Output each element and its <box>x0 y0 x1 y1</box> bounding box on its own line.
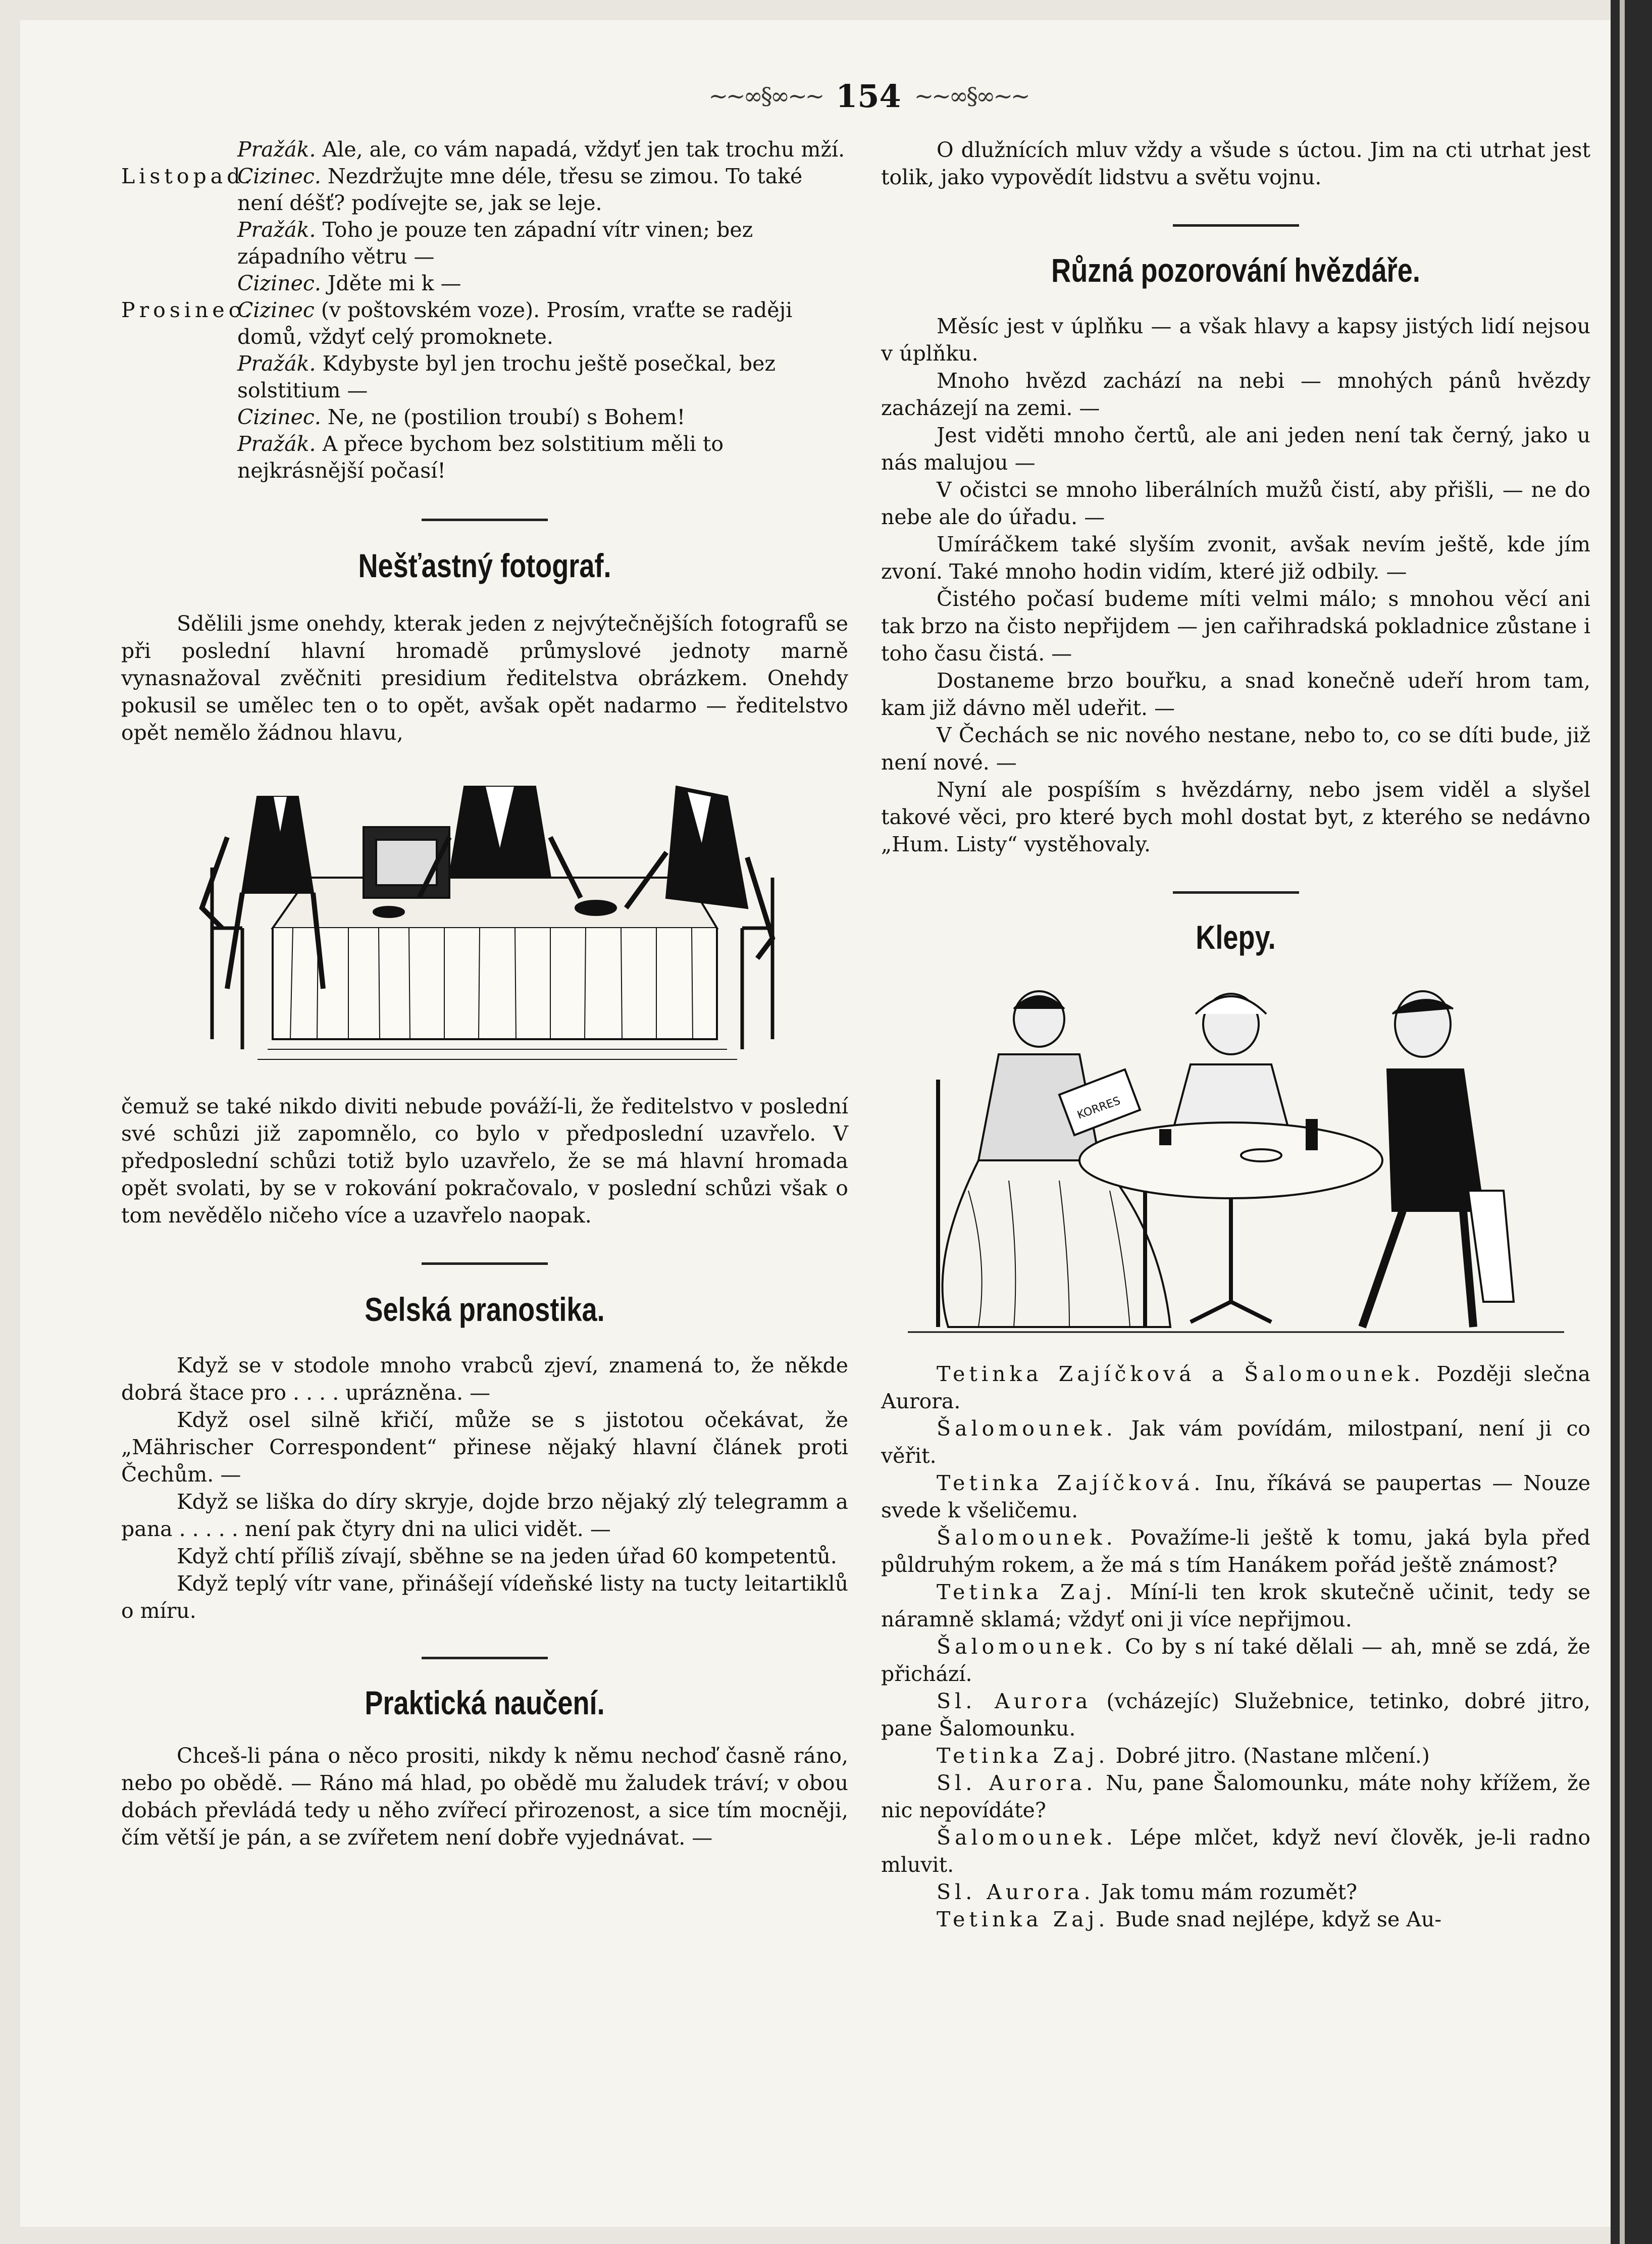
paragraph: čemuž se také nikdo diviti nebude pováží-li, že ředitelstvo v poslední své schůzi již zapomnělo, co bylo v předposlední uzavřelo. V předposlední schůzi totiž bylo uzavřelo, že se má hlavní hromada opět svolati, by se v rokování pokračovalo, v poslední schůzi však o tom nevědělo ničeho více a uzavřelo naopak. <box>121 1094 848 1228</box>
section-divider <box>422 519 548 521</box>
paragraph: O dlužnících mluv vždy a všude s úctou. Jim na cti utrhat jest tolik, jako vypovědít lidstvu a světu vojnu. <box>881 138 1590 189</box>
dialogue-line: Listopad.Cizinec. Nezdržujte mne déle, třesu se zimou. To také není déšť? podívejte se, jak se leje. <box>121 164 803 215</box>
section-title-peasant-forecast: Selská pranostika. <box>365 1291 605 1328</box>
paragraph: Když se v stodole mnoho vrabců zjeví, znamená to, že někde dobrá štace pro . . . . uprázněna. — <box>121 1353 848 1405</box>
forecast-list <box>121 1352 848 1624</box>
dialogue-line: Cizinec. Ne, ne (postilion troubí) s Bohem! <box>237 405 686 429</box>
section-divider <box>422 1262 548 1265</box>
gossip-dialogue <box>881 1360 1590 1933</box>
left-ornament-icon: ~~∞§∞~~ <box>708 82 823 110</box>
dialogue-line: Tetinka Zaj. Bude snad nejlépe, když se Au- <box>937 1907 1442 1931</box>
paragraph: V očistci se mnoho liberálních mužů čistí, aby přišli, — ne do nebe ale do úřadu. — <box>881 478 1590 529</box>
right-ornament-icon: ~~∞§∞~~ <box>914 82 1028 110</box>
section-title-practical-lessons: Praktická naučení. <box>365 1684 605 1721</box>
section-title-gossip: Klepy. <box>1196 919 1276 956</box>
page-number: 154 <box>836 77 901 115</box>
dialogue-line: Šalomounek. Co by s ní také dělali — ah, mně se zdá, že přichází. <box>881 1635 1590 1686</box>
headless-directors-engraving <box>182 777 788 1069</box>
dialogue-line: Pražák. Ale, ale, co vám napadá, vždyť jen tak trochu mží. <box>237 137 845 162</box>
paragraph: Když teplý vítr vane, přinášejí vídeňské listy na tucty leitartiklů o míru. <box>121 1571 848 1623</box>
paragraph: Čistého počasí budeme míti velmi málo; s mnohou věcí ani tak brzo na čisto nepřijdem — jen cařihradská pokladnice zůstane i toho času čistá. — <box>881 587 1590 666</box>
paragraph: Umíráčkem také slyším zvonit, avšak nevím ještě, kde jím zvoní. Také mnoho hodin vidím, které již odbily. — <box>881 532 1590 584</box>
paragraph: Když osel silně křičí, může se s jistotou očekávat, že „Mährischer Correspondent“ přinese nějaký hlavní článek proti Čechům. — <box>121 1408 848 1487</box>
dialogue-line: Šalomounek. Považíme-li ještě k tomu, jaká byla před půldruhým rokem, a že má s tím Hanákem pořád ještě známost? <box>881 1525 1590 1577</box>
scan-edge-strip <box>1620 0 1625 2244</box>
dialogue-weather <box>121 136 848 484</box>
dialogue-line: Prosinec.Cizinec (v poštovském voze). Prosím, vraťte se raději domů, vždyť celý promoknete. <box>121 298 793 349</box>
dialogue-line: Tetinka Zaj. Míní-li ten krok skutečně učinit, tedy se náramně sklamá; vždyť oni ji více nepřijmou. <box>881 1580 1590 1631</box>
paragraph: Dostaneme brzo bouřku, a snad konečně udeří hrom tam, kam již dávno měl udeřit. — <box>881 669 1590 720</box>
section-divider <box>1173 224 1299 227</box>
section-title-photographer: Nešťastný fotograf. <box>358 547 611 584</box>
section-title-astronomer: Různá pozorování hvězdáře. <box>1051 251 1420 289</box>
newspaper-label: KORRES <box>1075 1094 1122 1122</box>
dialogue-line: Pražák. A přece bychom bez solstitium měli to nejkrásnější počasí! <box>237 432 724 483</box>
gossip-engraving <box>908 979 1564 1337</box>
dialogue-line: Pražák. Kdybyste byl jen trochu ještě posečkal, bez solstitium — <box>237 351 776 402</box>
dialogue-line: Sl. Aurora (vcházejíc) Služebnice, tetinko, dobré jitro, pane Šalomounku. <box>881 1689 1590 1741</box>
paragraph: Sdělili jsme onehdy, kterak jeden z nejvýtečnějších fotografů se při poslední hlavní hromadě průmyslové jednoty marně vynasnažoval zvěčniti presidium ředitelstva obrázkem. Onehdy pokusil se umělec ten o to opět, avšak opět nadarmo — ředitelstvo opět nemělo žádnou hlavu, <box>121 611 848 745</box>
left-column <box>121 136 848 1851</box>
gossip-table-illustration <box>908 979 1564 1337</box>
headless-directors-illustration <box>182 777 788 1069</box>
dialogue-line: Šalomounek. Lépe mlčet, když neví člověk, je-li radno mluvit. <box>881 1825 1590 1877</box>
paragraph: Když se liška do díry skryje, dojde brzo nějaký zlý telegramm a pana . . . . . není pak čtyry dni na ulici vidět. — <box>121 1490 848 1541</box>
section-divider <box>422 1657 548 1659</box>
paragraph: Když chtí příliš zívají, sběhne se na jeden úřad 60 kompetentů. <box>177 1544 837 1568</box>
paragraph: Měsíc jest v úplňku — a však hlavy a kapsy jistých lidí nejsou v úplňku. <box>881 314 1590 366</box>
paragraph: Jest viděti mnoho čertů, ale ani jeden není tak černý, jako u nás malujou — <box>881 423 1590 475</box>
scan-right-edge <box>1611 0 1652 2244</box>
astronomer-observations <box>881 313 1590 858</box>
paragraph: Nyní ale pospíším s hvězdárny, nebo jsem viděl a slyšel takové věci, pro které bych mohl dostat byt, z kterého se nedávno „Hum. Listy“ vystěhovaly. <box>881 778 1590 856</box>
dialogue-line: Šalomounek. Jak vám povídám, milostpaní, není ji co věřit. <box>881 1416 1590 1468</box>
paragraph: V Čechách se nic nového nestane, nebo to, co se díti bude, již není nové. — <box>881 723 1590 775</box>
paragraph: Mnoho hvězd zachází na nebi — mnohých pánů hvězdy zacházejí na zemi. — <box>881 369 1590 420</box>
paragraph: Chceš-li pána o něco prositi, nikdy k němu nechoď časně ráno, nebo po obědě. — Ráno má hlad, po obědě mu žaludek tráví; v obou dobách převládá tedy u něho zvířecí přirozenost, a sice tím mocněji, čím větší je pán, a se zvířetem není dobře vyjednávat. — <box>121 1744 848 1850</box>
dialogue-line: Pražák. Toho je pouze ten západní vítr vinen; bez západního větru — <box>237 218 753 269</box>
dialogue-line: Tetinka Zaj. Dobré jitro. (Nastane mlčení.) <box>937 1744 1430 1768</box>
dialogue-line: Sl. Aurora. Nu, pane Šalomounku, máte nohy křížem, že nic nepovídáte? <box>881 1771 1590 1822</box>
page-header <box>651 73 1086 119</box>
dialogue-line: Sl. Aurora. Jak tomu mám rozumět? <box>937 1880 1358 1904</box>
dialogue-line: Cizinec. Jděte mi k — <box>237 271 461 295</box>
right-column <box>881 136 1590 1933</box>
section-divider <box>1173 891 1299 894</box>
dialogue-line: Tetinka Zajíčková. Inu, říkává se paupertas — Nouze svede k všeličemu. <box>881 1471 1590 1522</box>
dialogue-line: Tetinka Zajíčková a Šalomounek. Později slečna Aurora. <box>881 1362 1590 1413</box>
